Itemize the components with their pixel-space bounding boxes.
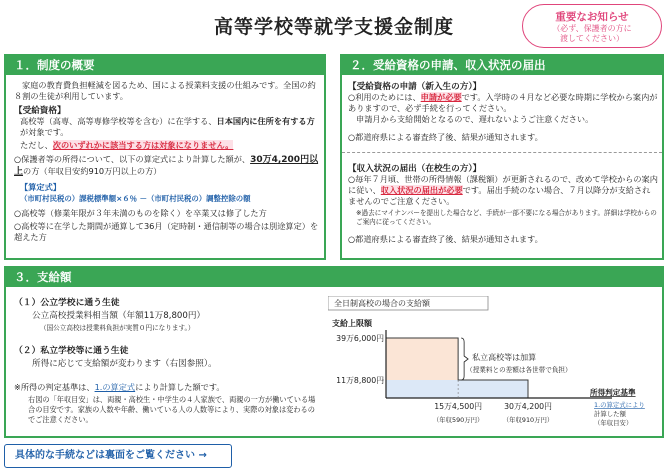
chart-annotation-sub: （授業料との差額は各世帯で負担）	[466, 366, 572, 374]
chart-y-tick-upper: 39万6,000円	[336, 334, 384, 343]
exception-text: ただし、次のいずれかに該当する方は対象になりません。	[20, 140, 234, 150]
public-heading: （１）公立学校に通う生徒	[14, 298, 120, 308]
chart-xlabel-note-2: 計算した額	[594, 410, 626, 418]
notice-badge	[522, 4, 662, 48]
exception-item-3: ○高校等に在学した期間が通算して36月（定時制・通信制等の場合は別途算定）を超えた方	[14, 221, 319, 242]
private-text: 所得に応じて支給額が変わります（右図参照）。	[32, 359, 217, 369]
section2-divider	[342, 152, 662, 153]
section-application	[340, 54, 664, 260]
section-amount	[4, 266, 664, 438]
report-note: ※過去にマイナンバーを提出した場合など、手続が一部不要になる場合があります。詳細は学校からのご案内に従ってください。	[356, 209, 657, 226]
report-text: ○毎年７月頃、世帯の所得情報（課税額）が更新されるので、改めて学校からの案内に従い、収入状況の届出が必要です。届出手続のない場合、７月以降分が支給されませんのでご注意ください。	[348, 174, 658, 206]
section-application-heading: ２．受給資格の申請、収入状況の届出	[342, 56, 662, 75]
apply-note: 申請月から支給開始となるので、遅れないようご注意ください。	[356, 114, 594, 124]
subsidy-chart	[328, 296, 658, 436]
see-reverse-button[interactable]: 具体的な手続などは裏面をご覧ください →	[4, 444, 232, 468]
chart-x-tick-2: 30万4,200円	[504, 402, 552, 411]
chart-title: 全日制高校の場合の支給額	[334, 299, 430, 308]
section-amount-heading: ３．支給額	[6, 268, 662, 287]
notice-sub2: 渡してください）	[560, 34, 624, 43]
section-overview-heading: １．制度の概要	[6, 56, 324, 75]
eligibility-text: 高校等（高専、高等専修学校等を含む）に在学する、日本国内に住所を有する方が対象です。	[20, 116, 315, 137]
judge-note: 右図の「年収目安」は、両親・高校生・中学生の４人家族で、両親の一方が働いている場合の目安です。家族の人数や年齢、働いている人の人数等により、実際の対象は変わるのでご注意ください。	[28, 395, 316, 424]
chart-step-lower	[386, 380, 528, 398]
private-heading: （２）私立学校等に通う生徒	[14, 346, 129, 356]
section-overview	[4, 54, 326, 260]
public-amount: 公立高校授業料相当額（年額11万8,800円）	[32, 311, 206, 321]
chart-xlabel: 所得判定基準	[590, 388, 636, 397]
exception-item-1: ○保護者等の所得について、以下の算定式により計算した額が、30万4,200円以上の方（年収目安約910万円以上の方）	[14, 154, 319, 177]
notice-title: 重要なお知らせ	[555, 11, 629, 23]
public-note: （国公立高校は授業料負担が実質０円になります。）	[40, 324, 195, 332]
chart-xlabel-note-3: （年収目安）	[594, 419, 633, 427]
judge-text: ※所得の判定基準は、1.の算定式により計算した額です。	[14, 382, 225, 392]
page-title: 高等学校等就学支援金制度	[213, 16, 454, 38]
chart-annotation: 私立高校等は加算	[472, 353, 537, 362]
chart-y-tick-lower: 11万8,800円	[336, 376, 384, 385]
notice-sub1: （必ず、保護者の方に	[552, 24, 632, 33]
report-result: ○都道府県による審査終了後、結果が通知されます。	[348, 234, 543, 244]
chart-x-tick-1-sub: （年収590万円）	[432, 416, 484, 424]
apply-result: ○都道府県による審査終了後、結果が通知されます。	[348, 132, 543, 142]
chart-x-tick-1: 15万4,500円	[434, 402, 483, 411]
chart-xlabel-note-1: 1.の算定式により	[594, 401, 645, 409]
exception-item-2: ○高校等（修業年限が３年未満のものを除く）を卒業又は修了した方	[14, 208, 267, 218]
formula-text: （市町村民税の）課税標準額×６％ －（市町村民税の）調整控除の額	[20, 194, 251, 203]
overview-intro: 家庭の教育費負担軽減を図るため、国による授業料支援の仕組みです。全国の約８割の生徒が利用しています。	[14, 80, 316, 101]
report-heading: 【収入状況の届出（在校生の方）】	[348, 164, 482, 174]
apply-text: ○利用のためには、申請が必要です。入学時の４月など必要な時期に学校から案内がありますので、必ず手続を行ってください。	[348, 92, 658, 113]
eligibility-heading: 【受給資格】	[14, 106, 66, 116]
apply-heading: 【受給資格の申請（新入生の方）】	[348, 82, 482, 92]
chart-ylabel: 支給上限額	[332, 319, 372, 328]
chart-x-tick-2-sub: （年収910万円）	[502, 416, 554, 424]
chart-step-upper	[386, 338, 458, 380]
formula-label: 【算定式】	[20, 182, 61, 192]
